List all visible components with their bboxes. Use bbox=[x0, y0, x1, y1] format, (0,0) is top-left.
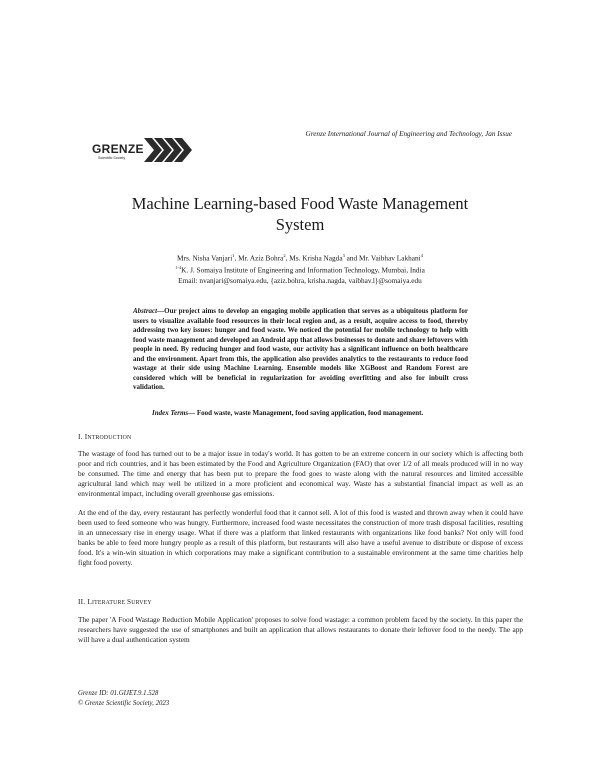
section-heading-literature-survey bbox=[78, 597, 152, 606]
chevron-arrows-icon bbox=[144, 134, 194, 166]
affiliation-text: K. J. Somaiya Institute of Engineering and Information Technology, Mumbai, India bbox=[181, 265, 425, 275]
affiliation-sup: 1-4 bbox=[175, 265, 182, 271]
title-line-2: System bbox=[275, 215, 325, 234]
affiliation bbox=[60, 263, 540, 275]
paper-title bbox=[60, 193, 540, 235]
section-heading-initial: L bbox=[87, 597, 92, 606]
section-heading-rest: ITERATURE bbox=[91, 600, 127, 606]
journal-header: Grenze International Journal of Engineering and Technology, Jan Issue bbox=[305, 130, 512, 138]
author-sup: 4 bbox=[420, 253, 423, 258]
logo-tagline: Scientific Society bbox=[98, 156, 126, 160]
abstract bbox=[133, 307, 468, 393]
section-heading-initial: I bbox=[84, 432, 88, 441]
title-line-1: Machine Learning-based Food Waste Management bbox=[131, 194, 469, 213]
author-list bbox=[60, 251, 540, 263]
intro-paragraph-1: The wastage of food has turned out to be a major issue in today's world. It has gotten to be an extreme concern in our society which is affecting both poor and rich countries, and it has been estimated by the Food and Agriculture Organization (FAO) that over 1/2 of all meals produced will in no way be consumed. The time and energy that has been put to prepare the food goes to waste along with the natural resources and limited accessible agricultural land which may well be utilized in a more proficient and economical way. Waste has a substantial financial impact as well as an environmental impact, including overall greenhouse gas emissions. bbox=[78, 449, 523, 498]
author-separator: and bbox=[344, 253, 360, 263]
author-sup: 2 bbox=[283, 253, 286, 258]
section-heading-introduction bbox=[78, 432, 131, 441]
intro-paragraph-2: At the end of the day, every restaurant has perfectly wonderful food that it cannot sell. A lot of this food is wasted and thrown away when it could have been used to feed someone who was hungry. Furthermore, increased food waste necessitates the construction of more trash disposal facilities, resulting in an unnecessary rise in energy usage. What if there was a platform that linked restaurants with organizations like food banks? Not only will food banks be able to feed more hungry people as a result of this platform, but restaurants will also have a useful avenue to distribute or dispose of excess food. It's a win-win situation in which corporations may make a significant contribution to a sustainable environment at the same time charities help fight food poverty. bbox=[78, 508, 523, 567]
author-name: Mr. Aziz Bohra bbox=[238, 253, 284, 263]
footer bbox=[78, 689, 169, 708]
lit-paragraph-1: The paper 'A Food Wastage Reduction Mobile Application' proposes to solve food wastage: a common problem faced by the society. In this paper the researchers have suggested the use of smartphones and built an application that allows restaurants to donate their leftover food to the needy. The app will have a dual authentication system bbox=[78, 615, 523, 644]
author-sup: 1 bbox=[232, 253, 235, 258]
author-name: Mrs. Nisha Vanjari bbox=[177, 253, 233, 263]
index-terms-text: — Food waste, waste Management, food saving application, food management. bbox=[188, 409, 424, 417]
index-terms bbox=[152, 409, 468, 417]
author-separator: , bbox=[285, 253, 290, 263]
abstract-text: —Our project aims to develop an engaging mobile application that serves as a ubiquitous platform for users to visualize available food resources in their local region and, as a result, acquire access to food, thereby addressing two key issues: hunger and food waste. We noticed the potential for mobile technology to help with food waste management and developed an Android app that allows businesses to donate and share leftovers with people in need. By reducing hunger and food waste, our activity has a significant influence on both healthcare and the environment. Apart from this, the application also provides analytics to the restaurants to reduce food wastage at their side using Machine Learning. Ensemble models like XGBoost and Random Forest are considered which will be beneficial in regularization for avoiding overfitting and also for inbuilt cross validation. bbox=[133, 307, 468, 391]
author-separator: , bbox=[234, 253, 239, 263]
section-heading-rest: NTRODUCTION bbox=[87, 435, 132, 441]
abstract-lead: Abstract bbox=[133, 307, 158, 315]
logo-wordmark: GRENZE bbox=[92, 142, 144, 156]
author-block bbox=[60, 251, 540, 286]
author-name: Mr. Vaibhav Lakhani bbox=[359, 253, 421, 263]
section-number: II. bbox=[78, 597, 88, 606]
author-name: Ms. Krisha Nagda bbox=[289, 253, 343, 263]
section-heading-rest: URVEY bbox=[131, 600, 152, 606]
author-sup: 3 bbox=[342, 253, 345, 258]
author-emails: Email: nvanjari@somaiya.edu, {aziz.bohra, krisha.nagda, vaibhav.l}@somaiya.edu bbox=[178, 275, 422, 285]
copyright: © Grenze Scientific Society, 2023 bbox=[78, 699, 170, 707]
publisher-logo bbox=[92, 134, 192, 168]
section-heading-initial: S bbox=[127, 597, 132, 606]
section-number: I. bbox=[78, 432, 85, 441]
index-terms-lead: Index Terms bbox=[152, 409, 189, 417]
grenze-id: Grenze ID: 01.GIJET.9.1.528 bbox=[78, 690, 159, 697]
